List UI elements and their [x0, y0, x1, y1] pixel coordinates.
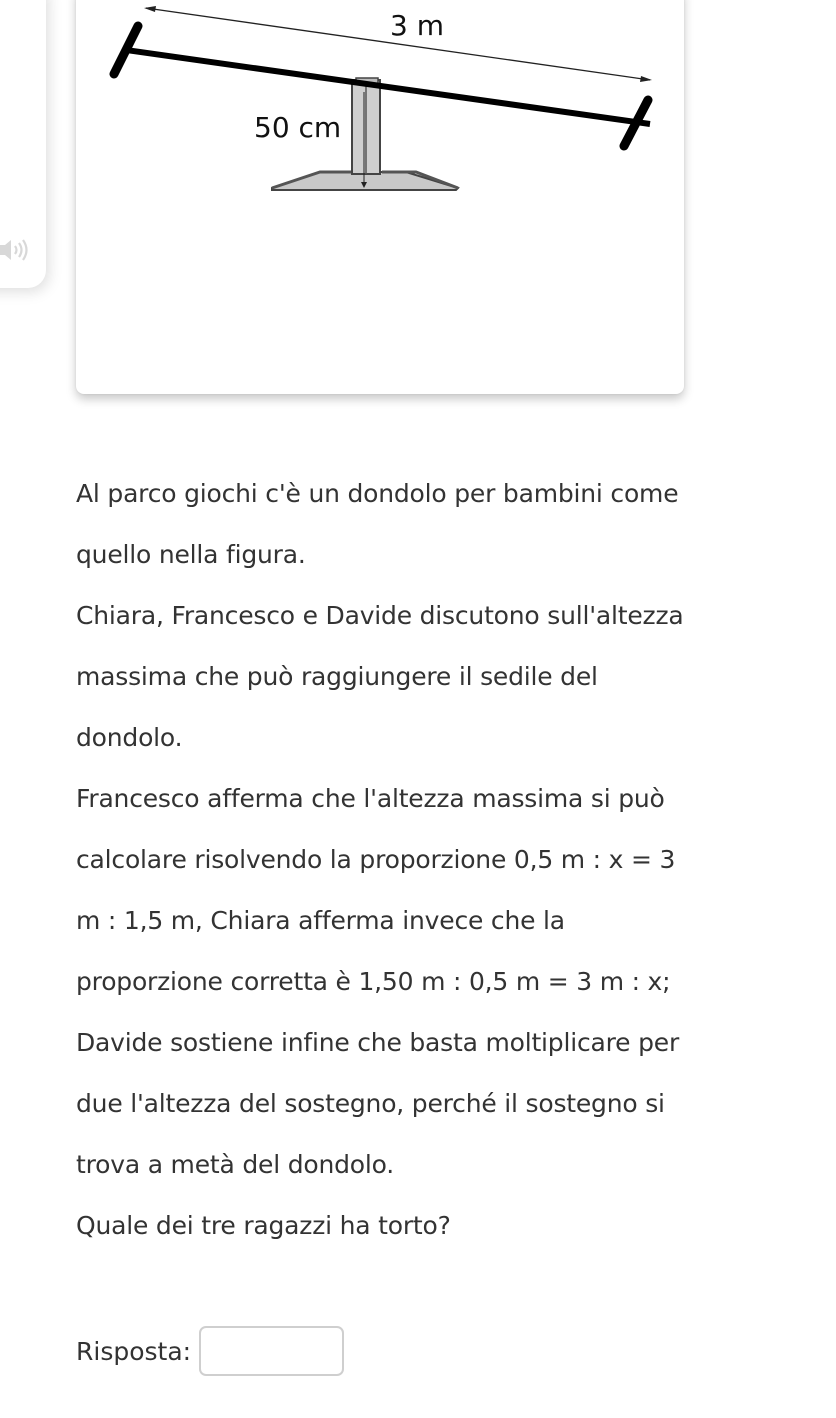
figure-card — [76, 0, 684, 394]
question-paragraph-3: Francesco afferma che l'altezza massima si può calcolare risolvendo la proporzione 0,5 m : x = 3 m : 1,5 m, Chiara afferma invece che la proporzione corretta è 1,50 m : 0,5 m = 3 m : x; — [76, 784, 676, 996]
question-paragraph-2: Chiara, Francesco e Davide discutono sull'altezza massima che può raggiungere il sedile del dondolo. — [76, 601, 684, 752]
answer-label: Risposta: — [76, 1336, 192, 1366]
speaker-icon[interactable] — [0, 234, 32, 266]
length-label: 3 m — [390, 9, 444, 42]
question-paragraph-5: Quale dei tre ragazzi ha torto? — [76, 1211, 451, 1240]
seesaw-board — [126, 50, 650, 124]
question-paragraph-1: Al parco giochi c'è un dondolo per bambini come quello nella figura. — [76, 479, 679, 569]
seesaw-figure — [76, 0, 684, 394]
question-paragraph-4: Davide sostiene infine che basta moltiplicare per due l'altezza del sostegno, perché il sostegno si trova a metà del dondolo. — [76, 1028, 680, 1179]
length-arrow-left — [144, 6, 156, 12]
length-arrow-right — [640, 76, 652, 82]
answer-row — [76, 1324, 344, 1378]
question-text — [76, 463, 686, 1256]
answer-input[interactable] — [199, 1326, 344, 1376]
height-label: 50 cm — [254, 111, 342, 144]
